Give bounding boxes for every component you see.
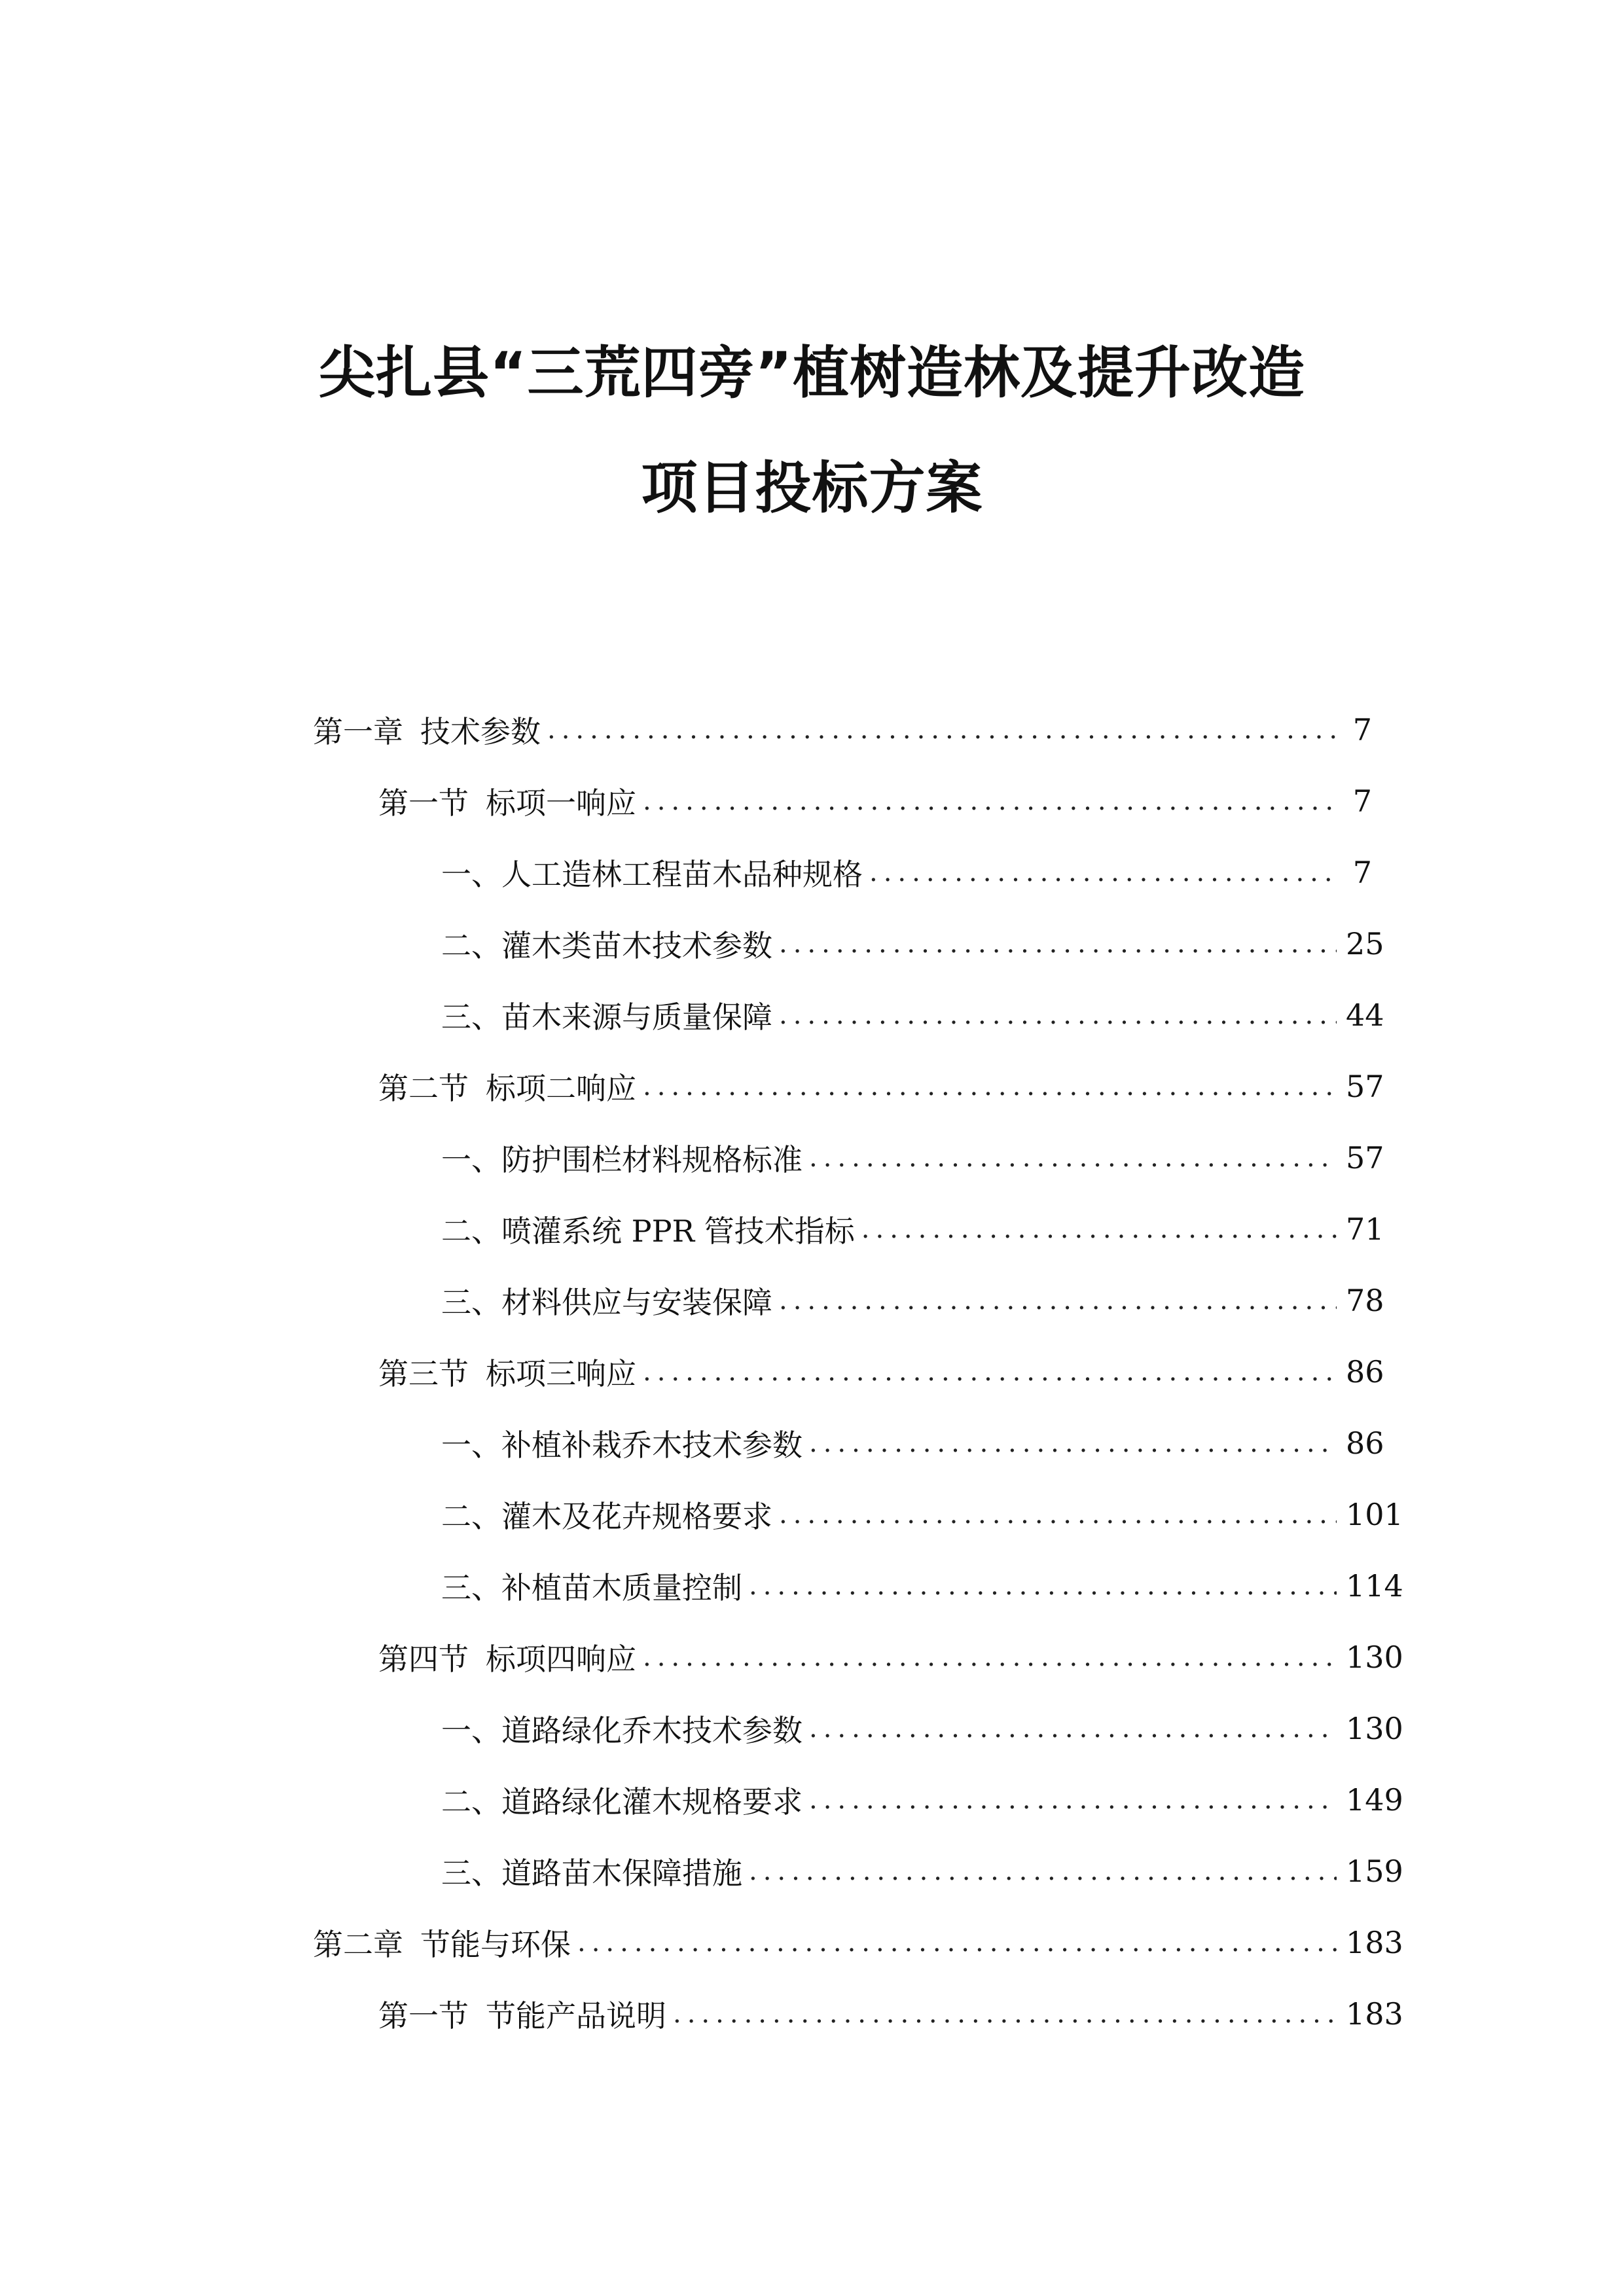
toc-entry-title: 灌木及花卉规格要求 (501, 1498, 772, 1534)
toc-dot-leader (779, 1287, 1337, 1314)
toc-dot-leader (861, 1216, 1337, 1242)
toc-entry-title: 标项三响应 (486, 1355, 636, 1391)
toc-entry[interactable] (313, 908, 1384, 979)
table-of-contents (313, 694, 1403, 2049)
toc-entry[interactable] (313, 836, 1372, 908)
toc-entry-title: 标项一响应 (486, 785, 636, 821)
toc-entry[interactable] (313, 1835, 1403, 1907)
toc-entry-title: 道路绿化乔木技术参数 (501, 1712, 803, 1748)
toc-entry-page: 130 (1346, 1710, 1403, 1746)
toc-dot-leader (643, 1644, 1337, 1670)
toc-entry-title: 喷灌系统 PPR 管技术指标 (501, 1213, 855, 1249)
toc-entry[interactable] (313, 1907, 1403, 1978)
toc-entry-number: 第二章 (313, 1926, 403, 1962)
toc-entry-number: 二、 (441, 927, 501, 963)
toc-entry-number: 三、 (441, 1570, 501, 1605)
toc-entry[interactable] (313, 765, 1372, 836)
toc-entry-number: 第一节 (378, 785, 469, 821)
toc-dot-leader (749, 1573, 1337, 1599)
toc-entry-title: 节能产品说明 (486, 1998, 666, 2034)
toc-entry-number: 二、 (441, 1213, 501, 1249)
toc-entry[interactable] (313, 1050, 1384, 1122)
toc-dot-leader (643, 788, 1337, 814)
toc-entry-title: 技术参数 (420, 713, 541, 749)
toc-dot-leader (809, 1715, 1337, 1742)
toc-entry-number: 一、 (441, 856, 501, 892)
toc-entry-number: 一、 (441, 1712, 501, 1748)
toc-entry-page: 149 (1346, 1782, 1403, 1818)
toc-entry-number: 第一章 (313, 713, 403, 749)
toc-entry[interactable] (313, 1764, 1403, 1835)
toc-entry-title: 标项四响应 (486, 1641, 636, 1677)
toc-entry-title: 灌木类苗木技术参数 (501, 927, 772, 963)
toc-entry-page: 159 (1346, 1853, 1403, 1889)
toc-entry-title: 人工造林工程苗木品种规格 (501, 856, 863, 892)
toc-entry-number: 三、 (441, 1284, 501, 1320)
toc-entry[interactable] (313, 979, 1384, 1050)
toc-entry-title: 补植补栽乔木技术参数 (501, 1427, 803, 1463)
toc-dot-leader (779, 1501, 1337, 1528)
toc-dot-leader (869, 859, 1337, 886)
toc-entry[interactable] (313, 1122, 1384, 1193)
toc-entry[interactable] (313, 694, 1372, 765)
toc-entry-number: 三、 (441, 1855, 501, 1891)
toc-dot-leader (673, 2001, 1337, 2027)
toc-dot-leader (547, 717, 1337, 743)
toc-entry-title: 补植苗木质量控制 (501, 1570, 742, 1605)
toc-dot-leader (809, 1430, 1337, 1456)
toc-entry-title: 防护围栏材料规格标准 (501, 1141, 803, 1177)
toc-dot-leader (577, 1929, 1337, 1956)
toc-entry-page: 7 (1352, 854, 1372, 890)
toc-dot-leader (749, 1858, 1337, 1884)
toc-entry[interactable] (313, 1407, 1384, 1479)
toc-entry-page: 183 (1346, 1924, 1403, 1960)
toc-entry-title: 苗木来源与质量保障 (501, 999, 772, 1035)
document-title-line2: 项目投标方案 (641, 456, 983, 521)
toc-entry-page: 86 (1346, 1354, 1384, 1390)
toc-entry-page: 78 (1346, 1282, 1384, 1318)
toc-entry-page: 7 (1352, 783, 1372, 819)
toc-entry-number: 二、 (441, 1498, 501, 1534)
toc-dot-leader (779, 1002, 1337, 1028)
toc-entry-number: 一、 (441, 1427, 501, 1463)
toc-entry-number: 第四节 (378, 1641, 469, 1677)
toc-dot-leader (809, 1787, 1337, 1813)
toc-entry-page: 101 (1346, 1496, 1403, 1532)
toc-entry-page: 44 (1346, 997, 1384, 1033)
toc-entry-title: 道路绿化灌木规格要求 (501, 1784, 803, 1820)
toc-entry-page: 183 (1346, 1996, 1403, 2032)
toc-dot-leader (643, 1073, 1337, 1100)
toc-entry-number: 一、 (441, 1141, 501, 1177)
toc-entry-page: 57 (1346, 1139, 1384, 1175)
toc-entry-page: 25 (1346, 925, 1384, 961)
toc-entry-page: 7 (1352, 711, 1372, 747)
toc-entry-title: 材料供应与安装保障 (501, 1284, 772, 1320)
toc-dot-leader (809, 1145, 1337, 1171)
toc-entry[interactable] (313, 1550, 1403, 1621)
toc-entry[interactable] (313, 1479, 1403, 1550)
toc-entry[interactable] (313, 1265, 1384, 1336)
toc-entry-number: 第三节 (378, 1355, 469, 1391)
toc-entry[interactable] (313, 1336, 1384, 1407)
document-title-line1: 尖扎县“三荒四旁”植树造林及提升改造 (318, 340, 1306, 406)
toc-entry-number: 二、 (441, 1784, 501, 1820)
toc-entry-number: 第一节 (378, 1998, 469, 2034)
toc-dot-leader (779, 931, 1337, 957)
toc-entry-page: 57 (1346, 1068, 1384, 1104)
toc-dot-leader (643, 1359, 1337, 1385)
toc-entry[interactable] (313, 1193, 1384, 1265)
toc-entry-title: 节能与环保 (420, 1926, 571, 1962)
toc-entry-page: 71 (1346, 1211, 1384, 1247)
toc-entry[interactable] (313, 1621, 1403, 1693)
toc-entry-title: 标项二响应 (486, 1070, 636, 1106)
toc-entry-number: 三、 (441, 999, 501, 1035)
toc-entry-page: 130 (1346, 1639, 1403, 1675)
toc-entry[interactable] (313, 1693, 1403, 1764)
toc-entry-page: 86 (1346, 1425, 1384, 1461)
toc-entry-page: 114 (1346, 1568, 1403, 1604)
toc-entry-number: 第二节 (378, 1070, 469, 1106)
toc-entry-title: 道路苗木保障措施 (501, 1855, 742, 1891)
toc-entry[interactable] (313, 1978, 1403, 2049)
